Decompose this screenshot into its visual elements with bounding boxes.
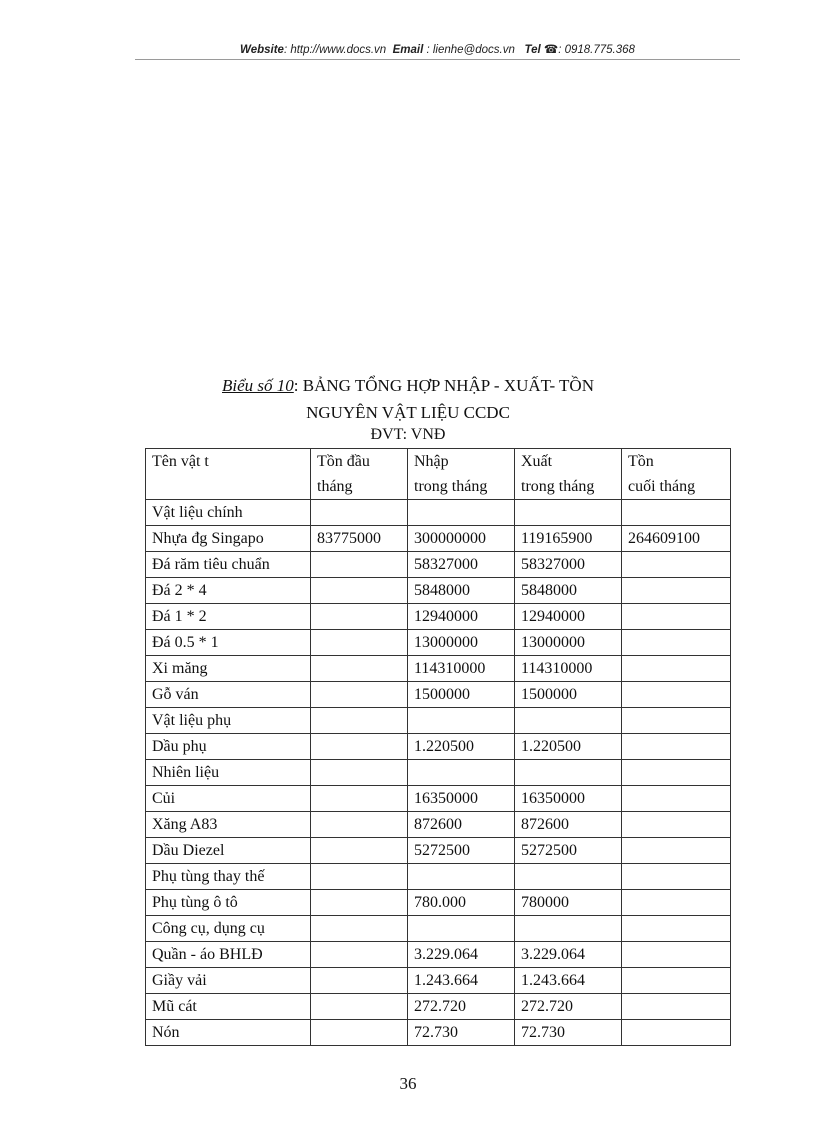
cell-closing-balance — [622, 630, 731, 656]
report-unit: ĐVT: VNĐ — [370, 426, 446, 443]
cell-opening-balance — [311, 760, 408, 786]
cell-received: 300000000 — [408, 526, 515, 552]
cell-received: 16350000 — [408, 786, 515, 812]
cell-issued: 1.220500 — [515, 734, 622, 760]
tel-label: Tel — [524, 44, 541, 56]
table-row — [146, 916, 731, 942]
table-row — [146, 604, 731, 630]
cell-received: 72.730 — [408, 1020, 515, 1046]
table-row — [146, 734, 731, 760]
column-header-issued: Xuất trong tháng — [515, 449, 622, 500]
table-row — [146, 890, 731, 916]
cell-received: 114310000 — [408, 656, 515, 682]
column-header-closing-balance: Tồn cuối tháng — [622, 449, 731, 500]
table-row — [146, 500, 731, 526]
cell-item-name: Xăng A83 — [146, 812, 311, 838]
cell-received — [408, 760, 515, 786]
page-header — [135, 42, 740, 60]
cell-issued: 872600 — [515, 812, 622, 838]
cell-item-name: Nhựa đg Singapo — [146, 526, 311, 552]
report-main-title: BẢNG TỔNG HỢP NHẬP - XUẤT- TỒN — [298, 376, 594, 395]
cell-closing-balance — [622, 682, 731, 708]
cell-closing-balance — [622, 942, 731, 968]
cell-received: 272.720 — [408, 994, 515, 1020]
cell-issued: 1.243.664 — [515, 968, 622, 994]
cell-received: 1.220500 — [408, 734, 515, 760]
inventory-summary-table — [145, 448, 731, 1046]
cell-closing-balance — [622, 578, 731, 604]
cell-closing-balance — [622, 812, 731, 838]
cell-item-name: Mũ cát — [146, 994, 311, 1020]
cell-received: 872600 — [408, 812, 515, 838]
cell-closing-balance — [622, 500, 731, 526]
table-row — [146, 578, 731, 604]
table-row — [146, 994, 731, 1020]
cell-received: 1500000 — [408, 682, 515, 708]
table-body — [146, 500, 731, 1046]
cell-issued — [515, 708, 622, 734]
cell-issued: 12940000 — [515, 604, 622, 630]
cell-issued: 58327000 — [515, 552, 622, 578]
cell-item-name: Đá răm tiêu chuẩn — [146, 552, 311, 578]
cell-opening-balance — [311, 916, 408, 942]
cell-closing-balance — [622, 968, 731, 994]
page-number: 36 — [399, 1074, 417, 1093]
cell-received: 1.243.664 — [408, 968, 515, 994]
cell-received — [408, 500, 515, 526]
table-row — [146, 838, 731, 864]
website-value: : http://www.docs.vn — [283, 44, 387, 56]
website-label: Website — [240, 44, 284, 56]
cell-issued: 780000 — [515, 890, 622, 916]
table-row — [146, 682, 731, 708]
cell-item-name: Phụ tùng thay thế — [146, 864, 311, 890]
table-row — [146, 526, 731, 552]
cell-opening-balance — [311, 552, 408, 578]
email-value: : lienhe@docs.vn — [423, 44, 515, 56]
cell-item-name: Giầy vải — [146, 968, 311, 994]
cell-issued: 272.720 — [515, 994, 622, 1020]
report-label-separator: : — [293, 376, 299, 395]
cell-issued: 114310000 — [515, 656, 622, 682]
cell-item-name: Gỗ ván — [146, 682, 311, 708]
report-title — [0, 376, 816, 396]
cell-received: 5272500 — [408, 838, 515, 864]
cell-item-name: Dầu phụ — [146, 734, 311, 760]
cell-opening-balance — [311, 942, 408, 968]
table-row — [146, 552, 731, 578]
cell-item-name: Nón — [146, 1020, 311, 1046]
column-header-received: Nhập trong tháng — [408, 449, 515, 500]
table-row — [146, 760, 731, 786]
cell-opening-balance — [311, 682, 408, 708]
cell-received — [408, 916, 515, 942]
table-row — [146, 812, 731, 838]
cell-item-name: Đá 2 * 4 — [146, 578, 311, 604]
report-subtitle: NGUYÊN VẬT LIỆU CCDC — [306, 403, 510, 422]
cell-opening-balance — [311, 708, 408, 734]
cell-opening-balance — [311, 864, 408, 890]
cell-item-name: Nhiên liệu — [146, 760, 311, 786]
cell-issued: 16350000 — [515, 786, 622, 812]
cell-closing-balance — [622, 916, 731, 942]
cell-opening-balance — [311, 890, 408, 916]
cell-received — [408, 708, 515, 734]
cell-opening-balance — [311, 786, 408, 812]
cell-opening-balance — [311, 656, 408, 682]
header-divider — [135, 59, 740, 60]
table-row — [146, 656, 731, 682]
cell-opening-balance — [311, 630, 408, 656]
cell-issued — [515, 760, 622, 786]
cell-closing-balance — [622, 708, 731, 734]
cell-opening-balance — [311, 604, 408, 630]
cell-closing-balance — [622, 838, 731, 864]
cell-issued: 119165900 — [515, 526, 622, 552]
table-row — [146, 708, 731, 734]
cell-received: 5848000 — [408, 578, 515, 604]
phone-icon: ☎ — [543, 44, 559, 56]
cell-received — [408, 864, 515, 890]
cell-opening-balance — [311, 994, 408, 1020]
table-row — [146, 786, 731, 812]
cell-closing-balance — [622, 734, 731, 760]
cell-issued: 5848000 — [515, 578, 622, 604]
cell-closing-balance — [622, 994, 731, 1020]
cell-closing-balance — [622, 552, 731, 578]
cell-received: 13000000 — [408, 630, 515, 656]
cell-received: 3.229.064 — [408, 942, 515, 968]
cell-closing-balance — [622, 760, 731, 786]
table-row — [146, 1020, 731, 1046]
cell-closing-balance — [622, 890, 731, 916]
cell-item-name: Phụ tùng ô tô — [146, 890, 311, 916]
cell-received: 12940000 — [408, 604, 515, 630]
cell-closing-balance — [622, 786, 731, 812]
cell-opening-balance — [311, 734, 408, 760]
cell-received: 58327000 — [408, 552, 515, 578]
cell-closing-balance — [622, 1020, 731, 1046]
cell-closing-balance: 264609100 — [622, 526, 731, 552]
cell-item-name: Công cụ, dụng cụ — [146, 916, 311, 942]
cell-item-name: Xi măng — [146, 656, 311, 682]
cell-opening-balance: 83775000 — [311, 526, 408, 552]
cell-item-name: Đá 1 * 2 — [146, 604, 311, 630]
cell-opening-balance — [311, 838, 408, 864]
column-header-item-name: Tên vật t — [146, 449, 311, 500]
cell-issued — [515, 864, 622, 890]
cell-issued: 72.730 — [515, 1020, 622, 1046]
cell-item-name: Đá 0.5 * 1 — [146, 630, 311, 656]
cell-received: 780.000 — [408, 890, 515, 916]
cell-opening-balance — [311, 500, 408, 526]
cell-issued: 13000000 — [515, 630, 622, 656]
table-row — [146, 968, 731, 994]
cell-opening-balance — [311, 578, 408, 604]
tel-value: : 0918.775.368 — [558, 44, 635, 56]
cell-opening-balance — [311, 1020, 408, 1046]
cell-item-name: Dầu Diezel — [146, 838, 311, 864]
cell-item-name: Vật liệu phụ — [146, 708, 311, 734]
report-label: Biểu số 10 — [222, 376, 294, 395]
table-row — [146, 630, 731, 656]
email-label: Email — [392, 44, 424, 56]
table-row — [146, 942, 731, 968]
cell-opening-balance — [311, 812, 408, 838]
table-row — [146, 864, 731, 890]
cell-closing-balance — [622, 864, 731, 890]
cell-item-name: Quần - áo BHLĐ — [146, 942, 311, 968]
cell-closing-balance — [622, 656, 731, 682]
cell-item-name: Vật liệu chính — [146, 500, 311, 526]
cell-item-name: Củi — [146, 786, 311, 812]
cell-issued: 1500000 — [515, 682, 622, 708]
column-header-opening-balance: Tồn đầu tháng — [311, 449, 408, 500]
cell-issued — [515, 916, 622, 942]
cell-opening-balance — [311, 968, 408, 994]
cell-issued: 5272500 — [515, 838, 622, 864]
cell-issued: 3.229.064 — [515, 942, 622, 968]
table-header-row — [146, 449, 731, 500]
cell-closing-balance — [622, 604, 731, 630]
cell-issued — [515, 500, 622, 526]
